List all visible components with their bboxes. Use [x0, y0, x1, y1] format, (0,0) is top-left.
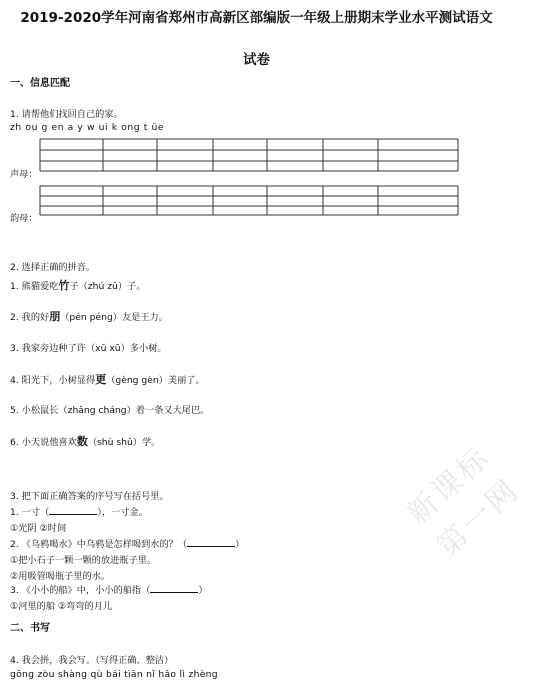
question-1-pinyin-row: zh ou g en a y w ui k ong t üe: [10, 122, 165, 133]
q3-line-2: ①光阴 ②时间: [10, 523, 67, 534]
answer-blank-3[interactable]: [150, 583, 198, 593]
question-1-prompt: 1. 请帮他们找回自己的家。: [10, 109, 123, 120]
q2-item-3: 3. 我家旁边种了许（xǔ xū）多小树。: [10, 343, 167, 354]
label-yunmu: 韵母：: [10, 213, 38, 224]
q3-line-5: ②用吸管喝瓶子里的水。: [10, 571, 111, 582]
label-shengmu: 声母：: [10, 169, 38, 180]
document-title-line2: 试卷: [243, 52, 270, 68]
question-2-prompt: 2. 选择正确的拼音。: [10, 262, 96, 273]
answer-blank-2[interactable]: [187, 537, 235, 547]
watermark: 新课标第一网: [400, 439, 527, 565]
q2-item-6: 6. 小天说他喜欢数（shù shǔ）学。: [10, 435, 161, 448]
q2-item-2: 2. 我的好朋（pén péng）友是王力。: [10, 310, 168, 323]
question-3-prompt: 3. 把下面正确答案的序号写在括号里。: [10, 491, 169, 502]
section-heading-2: 二、书写: [10, 623, 50, 634]
question-4-prompt: 4. 我会拼，我会写。（写得正确、整洁）: [10, 655, 174, 666]
q3-line-6: 3. 《小小的船》中，小小的船指（ ）: [10, 585, 208, 596]
q2-item-4: 4. 阳光下，小树显得更（gèng gèn）美丽了。: [10, 373, 205, 386]
q2-item-5: 5. 小松鼠长（zhǎng cháng）着一条又大尾巴。: [10, 405, 210, 416]
section-heading-1: 一、信息匹配: [10, 78, 70, 89]
answer-blank-1[interactable]: [49, 505, 97, 515]
q3-line-4: ①把小石子一颗一颗的放进瓶子里。: [10, 555, 157, 566]
document-title: 2019-2020学年河南省郑州市高新区部编版一年级上册期末学业水平测试语文: [20, 10, 493, 26]
q3-line-7: ①河里的船 ②弯弯的月儿: [10, 601, 113, 612]
question-4-pinyin: gōng zòu shàng qù bái tiān nǐ hǎo lì zhèng: [10, 669, 218, 680]
answer-grid: [0, 0, 513, 260]
q2-item-1: 1. 熊猫爱吃竹子（zhú zǔ）子。: [10, 279, 146, 292]
q3-line-3: 2. 《乌鸦喝水》中乌鸦是怎样喝到水的？（ ）: [10, 539, 245, 550]
q3-line-1: 1. 一寸（ ），一寸金。: [10, 507, 148, 518]
